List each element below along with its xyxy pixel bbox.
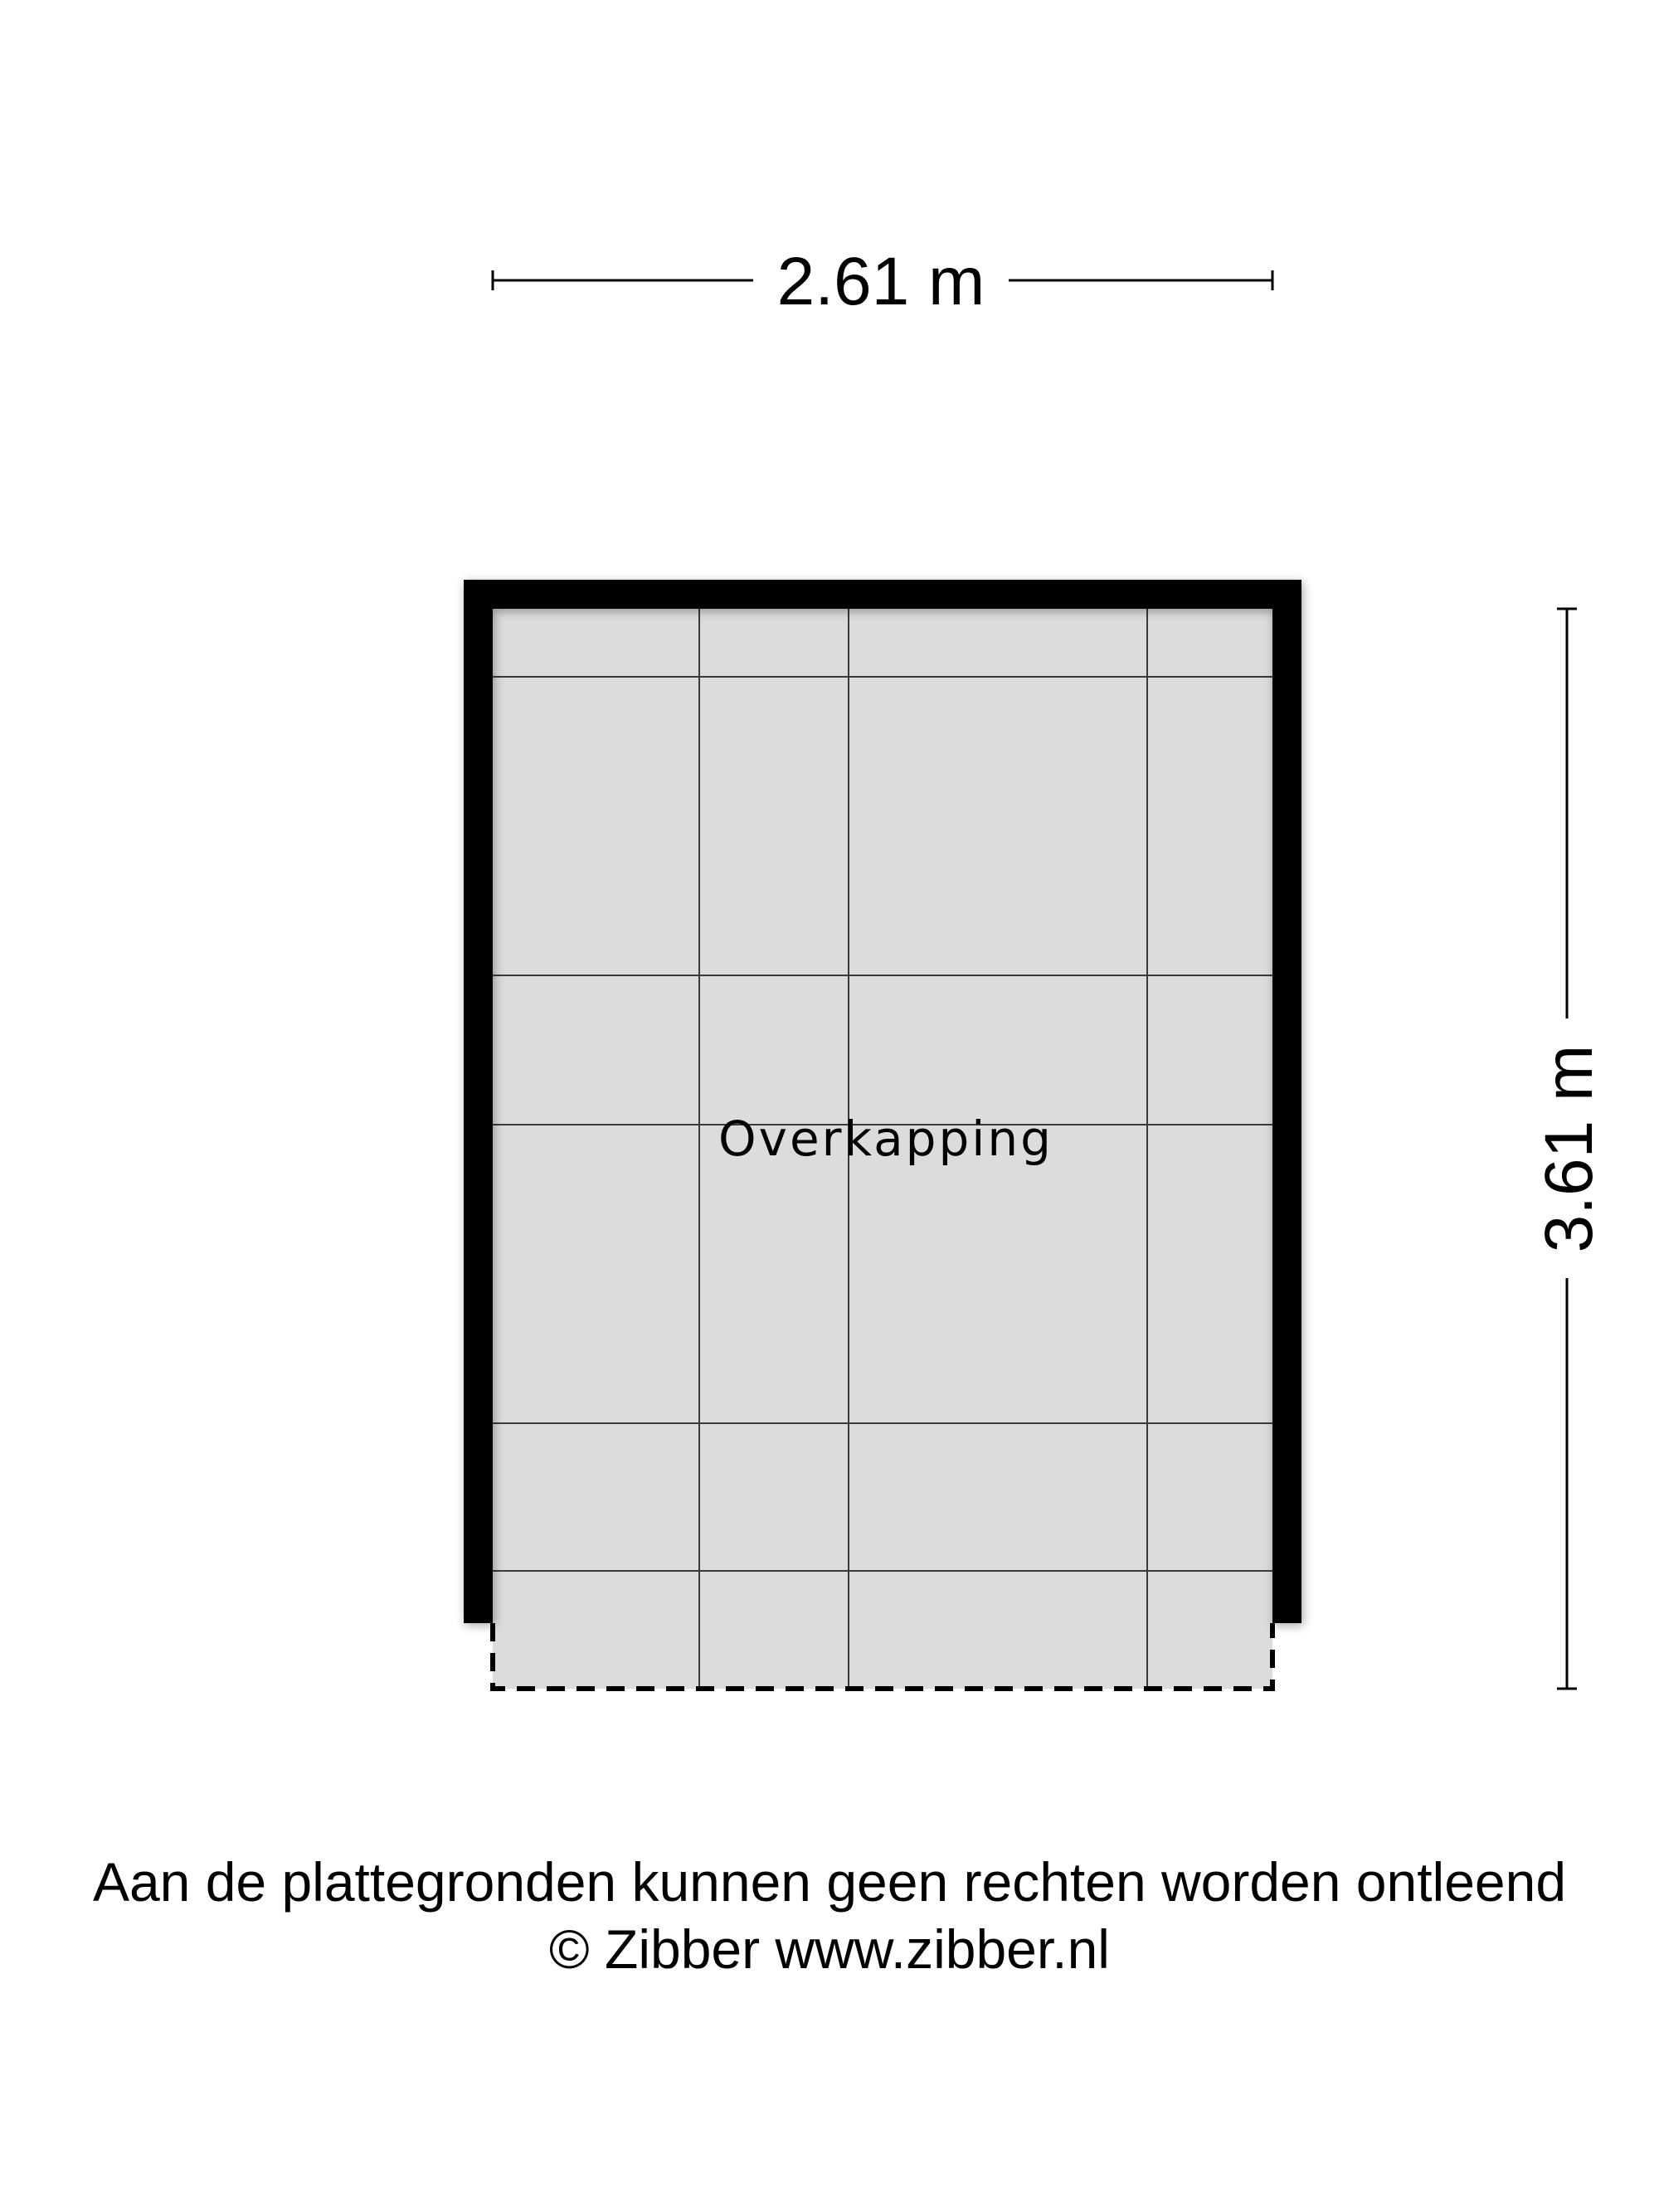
height-dimension-label: 3.61 m (1531, 1044, 1607, 1253)
footer-credit: © Zibber www.zibber.nl (549, 1918, 1110, 1980)
room-label: Overkapping (718, 1111, 1053, 1167)
footer-disclaimer: Aan de plattegronden kunnen geen rechten worden ontleend (92, 1851, 1567, 1913)
width-dimension-label: 2.61 m (776, 244, 985, 319)
